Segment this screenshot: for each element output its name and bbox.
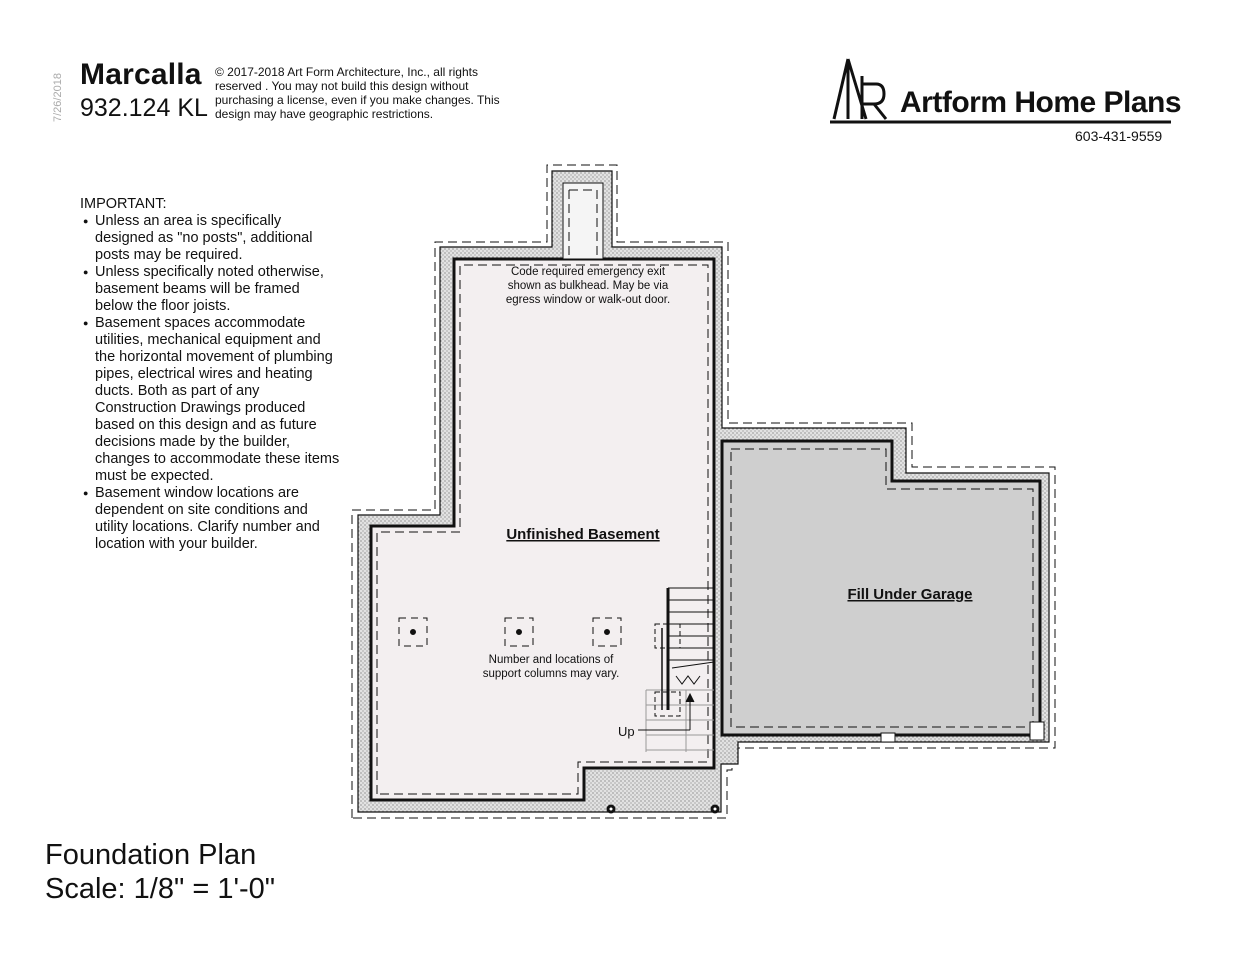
copyright-notice: © 2017-2018 Art Form Architecture, Inc., all rights reserved . You may not build this design without purchasing a license, even if you make changes. This design may have geographic restrictions. (215, 65, 500, 121)
plan-name: Marcalla (80, 58, 202, 91)
columns-note-line: Number and locations of (488, 654, 614, 666)
hose-bib-icon (607, 805, 616, 814)
note-item: ● Unless specifically noted otherwise, basement beams will be framed below the floor joists. (80, 264, 340, 315)
note-item: ● Unless an area is specifically designed as "no posts", additional posts may be required. (80, 213, 340, 264)
basement-label: Unfinished Basement (506, 526, 660, 543)
plan-number: 932.124 KL (80, 94, 208, 122)
drawing-title-block (45, 838, 275, 906)
brand-name: Artform Home Plans (900, 86, 1182, 119)
brand-phone: 603-431-9559 (1075, 128, 1163, 144)
note-item: ● Basement spaces accommodate utilities, mechanical equipment and the horizontal movement of plumbing pipes, electrical wires and heating ducts. Both as part of any Construction Drawings produced based on this design and as future decisions made by the builder, changes to accommodate these items must be expected. (80, 315, 340, 485)
drawing-title: Foundation Plan (45, 839, 257, 871)
hose-bib-icon (711, 805, 720, 814)
egress-note-line: Code required emergency exit (510, 266, 666, 278)
egress-note-line: shown as bulkhead. May be via (507, 280, 669, 292)
drawing-scale: Scale: 1/8" = 1'-0" (45, 873, 276, 905)
notes-heading: IMPORTANT: (80, 196, 167, 212)
drawing-date: 7/26/2018 (52, 73, 64, 122)
egress-note-line: egress window or walk-out door. (505, 294, 671, 306)
note-item: ● Basement window locations are dependent on site conditions and utility locations. Clarify number and location with your builder. (80, 485, 340, 553)
stair-up-label: Up (618, 724, 635, 739)
garage-label: Fill Under Garage (847, 586, 973, 603)
columns-note-line: support columns may vary. (482, 668, 620, 680)
